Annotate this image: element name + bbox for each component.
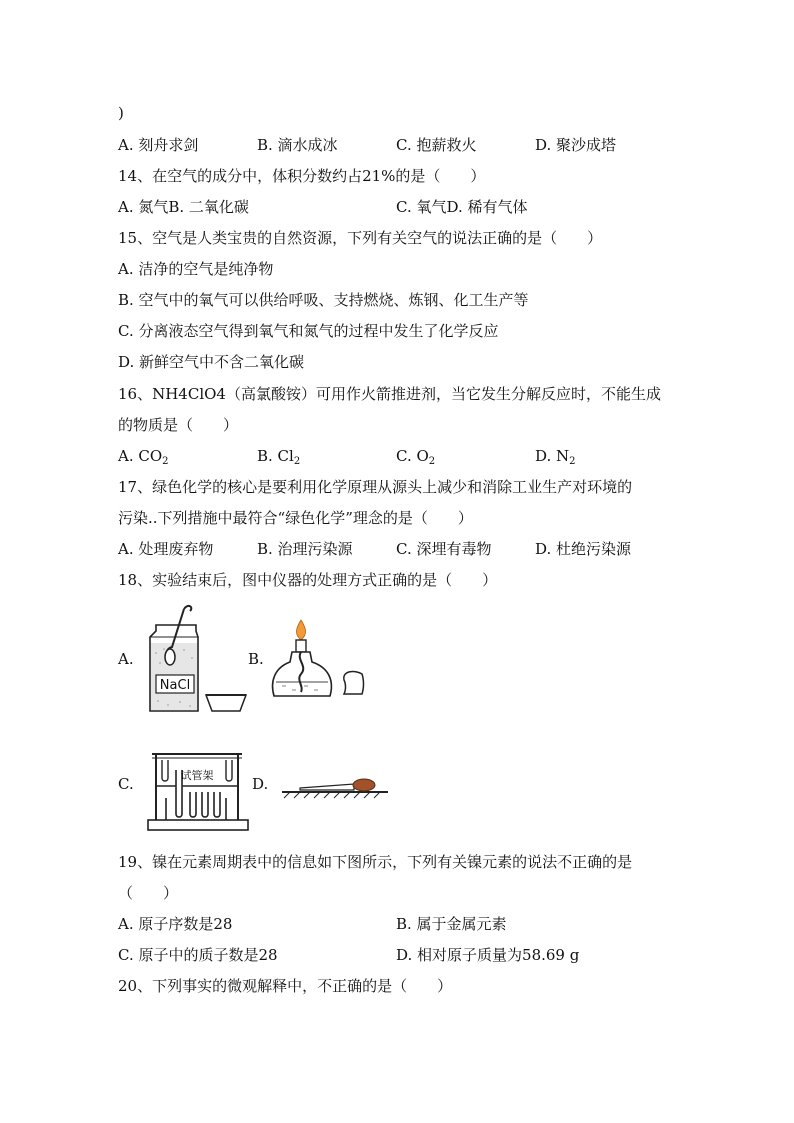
- rack-label: 试管架: [180, 769, 214, 782]
- q19-option-b: B. 属于金属元素: [396, 915, 507, 933]
- q15-stem: 15、空气是人类宝贵的自然资源，下列有关空气的说法正确的是（ ）: [118, 229, 603, 247]
- test-tube-rack-figure: [140, 748, 252, 834]
- q17-option-a: A. 处理废弃物: [118, 540, 214, 558]
- q16-stem-line2: 的物质是（ ）: [118, 416, 239, 434]
- q13-option-a: A. 刻舟求剑: [118, 136, 199, 154]
- nacl-label: NaCl: [159, 678, 191, 693]
- q15-option-d: D. 新鲜空气中不含二氧化碳: [118, 353, 305, 371]
- q16-option-a: A. $CO_2$: [118, 447, 169, 467]
- q17-stem-line2: 污染..下列措施中最符合“绿色化学”理念的是（ ）: [118, 509, 473, 527]
- q15-option-b: B. 空气中的氧气可以供给呼吸、支持燃烧、炼钢、化工生产等: [118, 291, 529, 309]
- q17-option-c: C. 深埋有毒物: [396, 540, 492, 558]
- q19-option-d: D. 相对原子质量为58.69 g: [396, 946, 580, 964]
- alcohol-lamp-figure: [268, 616, 378, 714]
- q15-option-c: C. 分离液态空气得到氧气和氮气的过程中发生了化学反应: [118, 322, 499, 340]
- q16-option-c: C. $O_2$: [396, 447, 436, 467]
- q20-stem: 20、下列事实的微观解释中，不正确的是（ ）: [118, 977, 453, 995]
- q19-option-c: C. 原子中的质子数是28: [118, 946, 278, 964]
- q18-label-d: D.: [252, 775, 269, 793]
- dropper-figure: [278, 770, 390, 800]
- q14-options-left: A. 氮气B. 二氧化碳: [118, 198, 249, 216]
- q19-stem-line2: （ ）: [118, 884, 179, 902]
- q13-stem-tail: ): [118, 104, 124, 122]
- q17-option-b: B. 治理污染源: [257, 540, 353, 558]
- q18-label-b: B.: [248, 650, 264, 668]
- q16-option-d: D. $N_2$: [535, 447, 576, 467]
- q14-stem: 14、在空气的成分中，体积分数约占21%的是（ ）: [118, 167, 486, 185]
- q19-stem-line1: 19、镍在元素周期表中的信息如下图所示，下列有关镍元素的说法不正确的是: [118, 853, 633, 871]
- q19-option-a: A. 原子序数是28: [118, 915, 233, 933]
- q17-option-d: D. 杜绝污染源: [535, 540, 632, 558]
- q16-stem-line1: 16、NH4ClO4（高氯酸铵）可用作火箭推进剂，当它发生分解反应时，不能生成: [118, 385, 661, 403]
- q18-label-c: C.: [118, 775, 134, 793]
- q18-stem: 18、实验结束后，图中仪器的处理方式正确的是（ ）: [118, 571, 498, 589]
- q17-stem-line1: 17、绿色化学的核心是要利用化学原理从源头上减少和消除工业生产对环境的: [118, 478, 633, 496]
- q15-option-a: A. 洁净的空气是纯净物: [118, 260, 274, 278]
- q14-options-right: C. 氧气D. 稀有气体: [396, 198, 528, 216]
- q13-option-c: C. 抱薪救火: [396, 136, 477, 154]
- q18-label-a: A.: [118, 650, 134, 668]
- q13-option-d: D. 聚沙成塔: [535, 136, 617, 154]
- q16-option-b: B. $Cl_2$: [257, 447, 301, 467]
- q13-option-b: B. 滴水成冰: [257, 136, 338, 154]
